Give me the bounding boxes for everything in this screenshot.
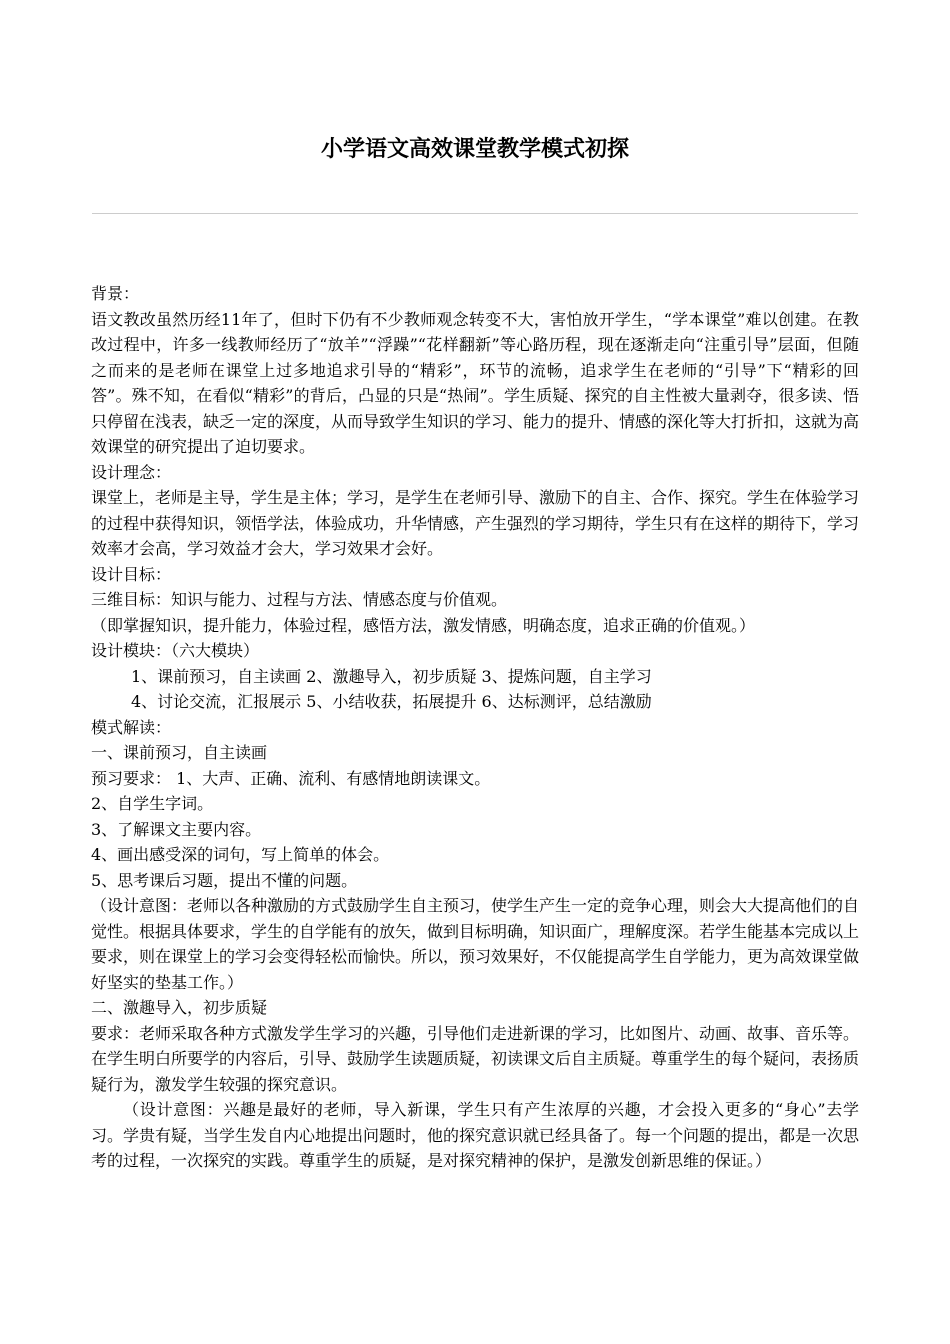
- section-2-requirements: 要求：老师采取各种方式激发学生学习的兴趣，引导他们走进新课的学习，比如图片、动画、故事、音乐等。在学生明白所要学的内容后，引导、鼓励学生读题质疑，初读课文后自主质疑。尊重学生的每个疑问，表扬质疑行为，激发学生较强的探究意识。: [91, 1023, 860, 1094]
- title-divider: [92, 213, 858, 214]
- document-body: [91, 281, 859, 1174]
- heading-model-interpretation: 模式解读：: [91, 717, 172, 737]
- paragraph-goals-explanation: （即掌握知识，提升能力，体验过程，感悟方法，激发情感，明确态度，追求正确的价值观。）: [91, 615, 756, 635]
- heading-design-goals: 设计目标：: [91, 564, 172, 584]
- design-intent-1: （设计意图：老师以各种激励的方式鼓励学生自主预习，使学生产生一定的竞争心理，则会大大提高他们的自觉性。根据具体要求，学生的自学能有的放矢，做到目标明确，知识面广，理解度深。若学生能基本完成以上要求，则在课堂上的学习会变得轻松而愉快。所以，预习效果好，不仅能提高学生自学能力，更为高效课堂做好坚实的垫基工作。）: [91, 896, 860, 992]
- design-intent-2: （设计意图：兴趣是最好的老师，导入新课，学生只有产生浓厚的兴趣，才会投入更多的“身心”去学习。学贵有疑，当学生发自内心地提出问题时，他的探究意识就已经具备了。每一个问题的提出，都是一次思考的过程，一次探究的实践。尊重学生的质疑，是对探究精神的保护，是激发创新思维的保证。）: [91, 1100, 860, 1170]
- paragraph-design-concept: 课堂上，老师是主导，学生是主体；学习，是学生在老师引导、激励下的自主、合作、探究。学生在体验学习的过程中获得知识，领悟学法，体验成功，升华情感，产生强烈的学习期待，学生只有在这样的期待下，学习效率才会高，学习效益才会大，学习效果才会好。: [91, 488, 860, 558]
- paragraph-background: 语文教改虽然历经11年了，但时下仍有不少教师观念转变不大，害怕放开学生，“学本课堂”难以创建。在教改过程中，许多一线教师经历了“放羊”“浮躁”“花样翻新”等心路历程，现在逐渐走向“注重引导”层面，但随之而来的是老师在课堂上过多地追求引导的“精彩”，环节的流畅，追求学生在老师的“引导”下“精彩的回答”。殊不知，在看似“精彩”的背后，凸显的只是“热闹”。学生质疑、探究的自主性被大量剥夺，很多读、悟只停留在浅表，缺乏一定的深度，从而导致学生知识的学习、能力的提升、情感的深化等大打折扣，这就为高效课堂的研究提出了迫切要求。: [91, 309, 860, 456]
- heading-design-modules: 设计模块：（六大模块）: [91, 641, 260, 660]
- section-heading-2: 二、激趣导入，初步质疑: [91, 998, 268, 1017]
- module-list-line-2: 4、讨论交流，汇报展示 5、小结收获，拓展提升 6、达标测评，总结激励: [131, 692, 652, 711]
- heading-background: 背景：: [91, 284, 140, 303]
- preview-requirement-5: 5、思考课后习题，提出不懂的问题。: [91, 870, 358, 890]
- document-title: 小学语文高效课堂教学模式初探: [320, 136, 629, 162]
- section-heading-1: 一、课前预习，自主读画: [91, 743, 268, 762]
- preview-requirement-1: 预习要求： 1、大声、正确、流利、有感情地朗读课文。: [91, 768, 491, 788]
- preview-requirement-3: 3、了解课文主要内容。: [91, 819, 262, 839]
- paragraph-three-dimensional-goals: 三维目标：知识与能力、过程与方法、情感态度与价值观。: [91, 590, 508, 609]
- preview-requirement-4: 4、画出感受深的词句，写上简单的体会。: [91, 845, 390, 864]
- preview-requirement-2: 2、自学生字词。: [91, 794, 214, 813]
- heading-design-concept: 设计理念：: [91, 462, 172, 482]
- module-list-line-1: 1、课前预习，自主读画 2、激趣导入，初步质疑 3、提炼问题，自主学习: [131, 666, 652, 686]
